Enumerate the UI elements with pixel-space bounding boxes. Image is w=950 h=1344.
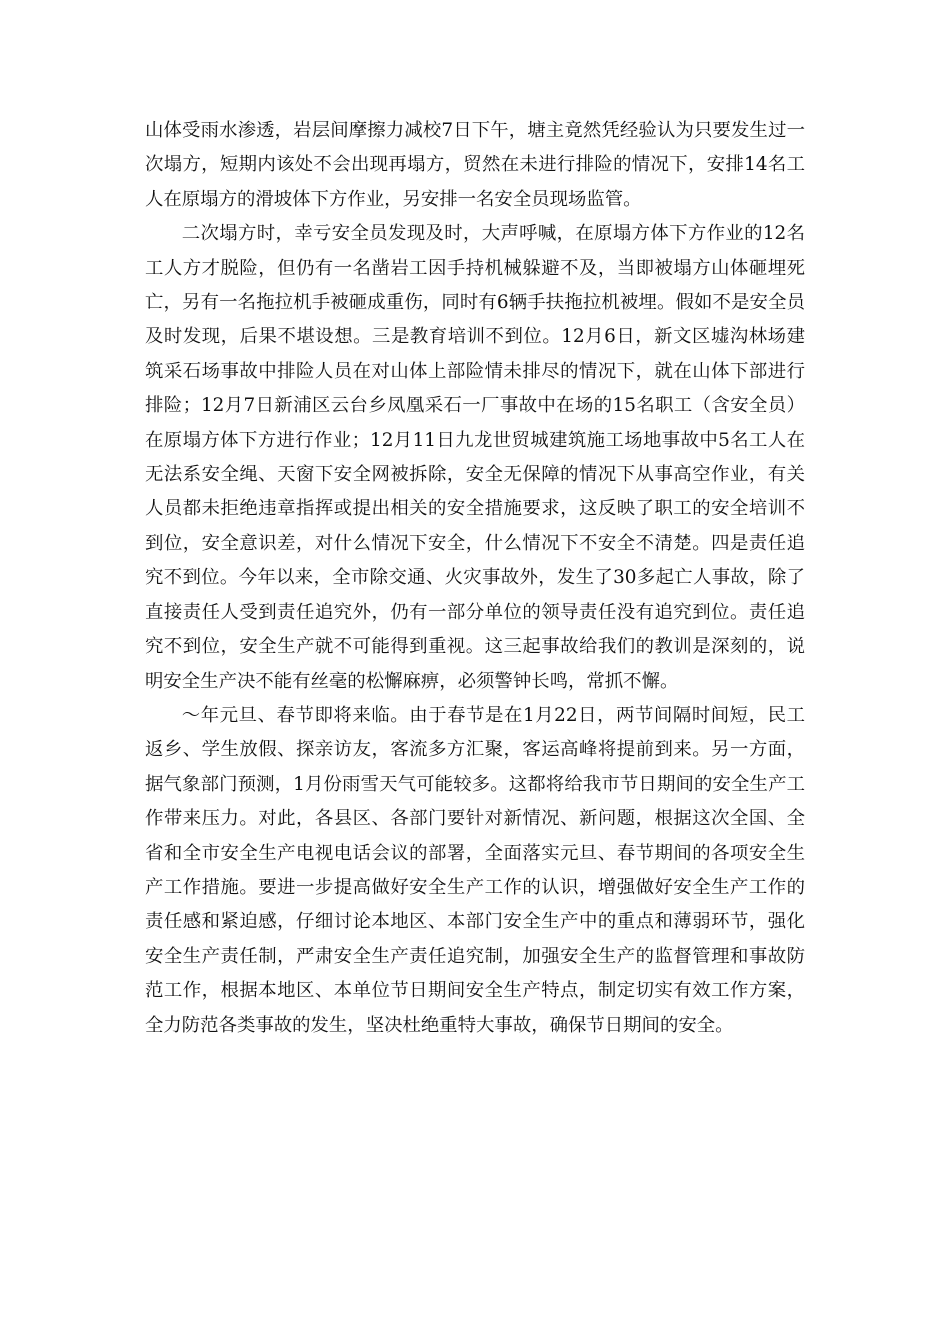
document-body xyxy=(145,114,805,1043)
paragraph-2: 二次塌方时，幸亏安全员发现及时，大声呼喊，在原塌方体下方作业的12名工人方才脱险，但仍有一名凿岩工因手持机械躲避不及，当即被塌方山体砸埋死亡，另有一名拖拉机手被砸成重伤，同时有6辆手扶拖拉机被埋。假如不是安全员及时发现，后果不堪设想。三是教育培训不到位。12月6日，新文区墟沟林场建筑采石场事故中排险人员在对山体上部险情未排尽的情况下，就在山体下部进行排险；12月7日新浦区云台乡凤凰采石一厂事故中在场的15名职工（含安全员）在原塌方体下方进行作业；12月11日九龙世贸城建筑施工场地事故中5名工人在无法系安全绳、天窗下安全网被拆除，安全无保障的情况下从事高空作业，有关人员都未拒绝违章指挥或提出相关的安全措施要求，这反映了职工的安全培训不到位，安全意识差，对什么情况下安全，什么情况下不安全不清楚。四是责任追究不到位。今年以来，全市除交通、火灾事故外，发生了30多起亡人事故，除了直接责任人受到责任追究外，仍有一部分单位的领导责任没有追究到位。责任追究不到位，安全生产就不可能得到重视。这三起事故给我们的教训是深刻的，说明安全生产决不能有丝毫的松懈麻痹，必须警钟长鸣，常抓不懈。 xyxy=(145,223,805,692)
paragraph-3: ～年元旦、春节即将来临。由于春节是在1月22日，两节间隔时间短，民工返乡、学生放假、探亲访友，客流多方汇聚，客运高峰将提前到来。另一方面，据气象部门预测，1月份雨雪天气可能较多。这都将给我市节日期间的安全生产工作带来压力。对此，各县区、各部门要针对新情况、新问题，根据这次全国、全省和全市安全生产电视电话会议的部署，全面落实元旦、春节期间的各项安全生产工作措施。要进一步提高做好安全生产工作的认识，增强做好安全生产工作的责任感和紧迫感，仔细讨论本地区、本部门安全生产中的重点和薄弱环节，强化安全生产责任制，严肃安全生产责任追究制，加强安全生产的监督管理和事故防范工作，根据本地区、本单位节日期间安全生产特点，制定切实有效工作方案，全力防范各类事故的发生，坚决杜绝重特大事故，确保节日期间的安全。 xyxy=(145,704,805,1036)
paragraph-1: 山体受雨水渗透，岩层间摩擦力减校7日下午，塘主竟然凭经验认为只要发生过一次塌方，短期内该处不会出现再塌方，贸然在未进行排险的情况下，安排14名工人在原塌方的滑坡体下方作业，另安排一名安全员现场监管。 xyxy=(145,120,805,210)
